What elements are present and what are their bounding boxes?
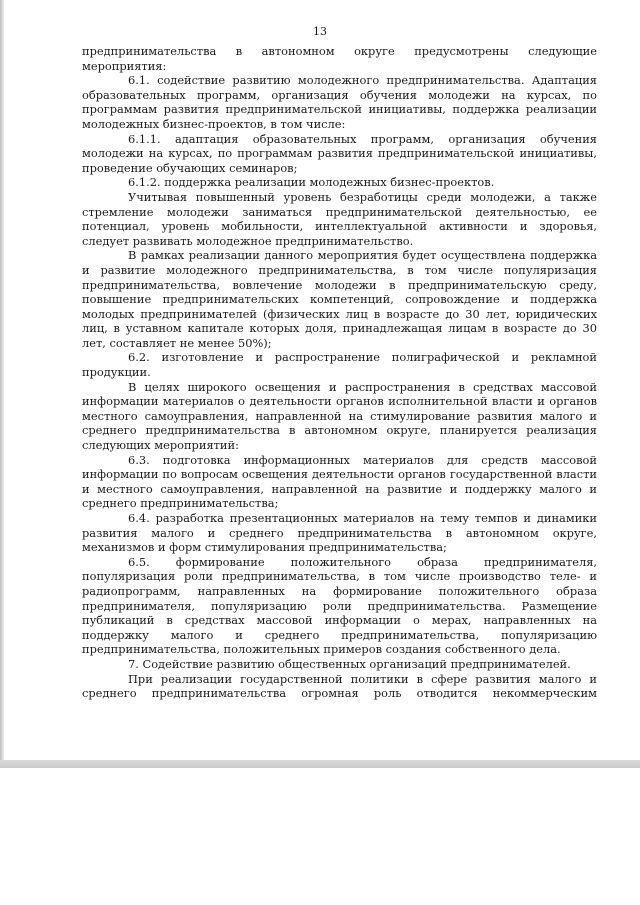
paragraph: Учитывая повышенный уровень безработицы среди молодежи, а также стремление молодежи заниматься предпринимательской деятельностью, ее потенциал, уровень мобильности, интеллектуальной активности и здоровья, следует развивать молодежное предпринимательство. bbox=[82, 189, 597, 248]
page-bottom-edge bbox=[0, 760, 640, 768]
blank-area bbox=[0, 770, 640, 905]
paragraph: 6.2. изготовление и распространение полиграфической и рекламной продукции. bbox=[82, 350, 597, 380]
paragraph: 6.1. содействие развитию молодежного предпринимательства. Адаптация образовательных программ, организация обучения молодежи на курсах, по программам развития предпринимательской инициативы, поддержка реализации молодежных бизнес-проектов, в том числе: bbox=[82, 73, 597, 131]
paragraph: 6.1.1. адаптация образовательных программ, организация обучения молодежи на курсах, по программам развития предпринимательской инициативы, проведение обучающих семинаров; bbox=[82, 131, 597, 175]
paragraph: В рамках реализации данного мероприятия будет осуществлена поддержка и развитие молодежного предпринимательства, в том числе популяризация предпринимательства, вовлечение молодежи в предпринимательскую среду, повышение предпринимательских компетенций, сопровождение и поддержка молодых предпринимателей (физических лиц в возрасте до 30 лет, юридических лиц, в уставном капитале которых доля, принадлежащая лицам в возрасте до 30 лет, составляет не менее 50%); bbox=[82, 248, 597, 350]
paragraph: В целях широкого освещения и распространения в средствах массовой информации материалов о деятельности органов исполнительной власти и органов местного самоуправления, направленной на стимулирование развития малого и среднего предпринимательства в автономном округе, планируется реализация следующих мероприятий: bbox=[82, 379, 597, 453]
paragraph: 6.3. подготовка информационных материалов для средств массовой информации по вопросам освещения деятельности органов государственной власти и местного самоуправления, направленной на развитие и поддержку малого и среднего предпринимательства; bbox=[82, 452, 597, 511]
document-body bbox=[82, 44, 597, 701]
paragraph: При реализации государственной политики в сфере развития малого и среднего предпринимательства огромная роль отводится некоммерческим bbox=[82, 671, 597, 701]
page-number: 13 bbox=[313, 25, 327, 38]
paragraph: 6.5. формирование положительного образа предпринимателя, популяризация роли предпринимательства, в том числе производство теле- и радиопрограмм, направленных на формирование положительного образа предпринимателя, популяризацию роли предпринимательства. Размещение публикаций в средствах массовой информации о мерах, направленных на поддержку малого и среднего предпринимательства, популяризацию предпринимательства, положительных примеров создания собственного дела. bbox=[82, 554, 597, 657]
paragraph: 6.4. разработка презентационных материалов на тему темпов и динамики развития малого и среднего предпринимательства в автономном округе, механизмов и форм стимулирования предпринимательства; bbox=[82, 511, 597, 555]
paragraph: 7. Содействие развитию общественных организаций предпринимателей. bbox=[128, 656, 571, 671]
paragraph: 6.1.2. поддержка реализации молодежных бизнес-проектов. bbox=[128, 175, 495, 190]
page-left-edge bbox=[0, 0, 4, 768]
paragraph: предпринимательства в автономном округе предусмотрены следующие мероприятия: bbox=[82, 44, 597, 73]
